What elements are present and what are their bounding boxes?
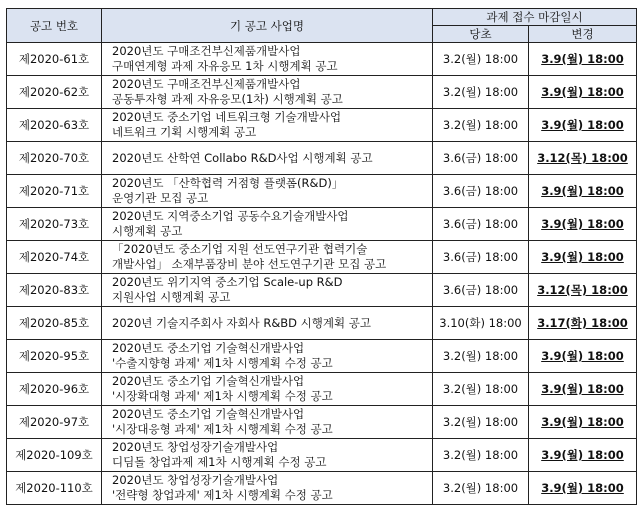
original-deadline-cell: 3.10(화) 18:00	[433, 307, 529, 340]
program-name-line: 2020년도 중소기업 기술혁신개발사업	[112, 374, 305, 388]
changed-deadline-text: 3.12(목) 18:00	[537, 283, 628, 297]
program-name-line: 2020년도 중소기업 기술혁신개발사업	[112, 407, 305, 421]
table-row	[7, 175, 637, 208]
original-deadline-cell: 3.2(월) 18:00	[433, 76, 529, 109]
table-row	[7, 241, 637, 274]
announcement-number-cell: 제2020-97호	[7, 406, 102, 439]
changed-deadline-text: 3.9(월) 18:00	[541, 415, 624, 429]
program-name-line: '전략형 창업과제' 제1차 시행계획 수정 공고	[112, 488, 333, 502]
program-name-cell	[102, 76, 433, 109]
program-name-line: '수출지향형 과제' 제1차 시행계획 수정 공고	[112, 356, 333, 370]
announcement-number-cell: 제2020-73호	[7, 208, 102, 241]
header-announcement-number: 공고 번호	[7, 9, 102, 43]
changed-deadline-text: 3.12(목) 18:00	[537, 151, 628, 165]
program-name-line: 2020년도 산학연 Collabo R&D사업 시행계획 공고	[112, 150, 373, 165]
announcement-number-cell: 제2020-74호	[7, 241, 102, 274]
changed-deadline-text: 3.9(월) 18:00	[541, 349, 624, 363]
announcement-number-cell: 제2020-63호	[7, 109, 102, 142]
original-deadline-cell: 3.2(월) 18:00	[433, 472, 529, 505]
program-name-line: 2020년도 「산학협력 거점형 플랫폼(R&D)」	[112, 176, 344, 190]
program-name-line: 지원사업 시행계획 공고	[112, 290, 231, 304]
original-deadline-cell: 3.2(월) 18:00	[433, 373, 529, 406]
announcement-number-cell: 제2020-110호	[7, 472, 102, 505]
program-name-line: '시장확대형 과제' 제1차 시행계획 수정 공고	[112, 389, 333, 403]
program-name-cell	[102, 472, 433, 505]
announcement-number-cell: 제2020-70호	[7, 142, 102, 175]
program-name-cell	[102, 274, 433, 307]
original-deadline-cell: 3.6(금) 18:00	[433, 175, 529, 208]
changed-deadline-cell	[529, 142, 637, 175]
program-name-cell	[102, 373, 433, 406]
changed-deadline-cell	[529, 373, 637, 406]
program-name-cell	[102, 208, 433, 241]
original-deadline-cell: 3.2(월) 18:00	[433, 340, 529, 373]
original-deadline-cell: 3.6(금) 18:00	[433, 274, 529, 307]
announcement-number-cell: 제2020-85호	[7, 307, 102, 340]
changed-deadline-cell	[529, 43, 637, 76]
program-name-line: 개발사업」 소재부품장비 분야 선도연구기관 모집 공고	[112, 257, 387, 271]
table-row	[7, 340, 637, 373]
changed-deadline-cell	[529, 406, 637, 439]
program-name-cell	[102, 175, 433, 208]
announcement-number-cell: 제2020-95호	[7, 340, 102, 373]
changed-deadline-cell	[529, 307, 637, 340]
table-row	[7, 373, 637, 406]
header-original-deadline: 당초	[433, 26, 529, 43]
changed-deadline-cell	[529, 439, 637, 472]
original-deadline-cell: 3.6(금) 18:00	[433, 208, 529, 241]
changed-deadline-cell	[529, 175, 637, 208]
table-row	[7, 76, 637, 109]
original-deadline-cell: 3.2(월) 18:00	[433, 406, 529, 439]
header-deadline-group: 과제 접수 마감일시	[433, 9, 637, 26]
program-name-cell	[102, 142, 433, 175]
program-name-line: 디딤돌 창업과제 제1차 시행계획 수정 공고	[112, 455, 327, 469]
program-name-line: 「2020년도 중소기업 지원 선도연구기관 협력기술	[112, 242, 368, 256]
table-row	[7, 472, 637, 505]
announcement-number-cell: 제2020-96호	[7, 373, 102, 406]
program-name-line: 2020년도 중소기업 기술혁신개발사업	[112, 341, 305, 355]
changed-deadline-cell	[529, 340, 637, 373]
changed-deadline-text: 3.9(월) 18:00	[541, 448, 624, 462]
changed-deadline-cell	[529, 109, 637, 142]
changed-deadline-cell	[529, 76, 637, 109]
changed-deadline-text: 3.9(월) 18:00	[541, 52, 624, 66]
header-changed-deadline: 변경	[529, 26, 637, 43]
changed-deadline-text: 3.9(월) 18:00	[541, 382, 624, 396]
program-name-cell	[102, 439, 433, 472]
program-name-line: '시장대응형 과제' 제1차 시행계획 수정 공고	[112, 422, 333, 436]
changed-deadline-text: 3.9(월) 18:00	[541, 481, 624, 495]
announcement-number-cell: 제2020-62호	[7, 76, 102, 109]
program-name-line: 시행계획 공고	[112, 224, 183, 238]
announcement-number-cell: 제2020-71호	[7, 175, 102, 208]
program-name-cell	[102, 340, 433, 373]
program-name-line: 2020년도 지역중소기업 공동수요기술개발사업	[112, 209, 349, 223]
changed-deadline-text: 3.9(월) 18:00	[541, 250, 624, 264]
program-name-cell	[102, 109, 433, 142]
program-name-line: 2020년도 구매조건부신제품개발사업	[112, 77, 301, 91]
changed-deadline-text: 3.9(월) 18:00	[541, 118, 624, 132]
table-row	[7, 43, 637, 76]
program-name-cell	[102, 241, 433, 274]
changed-deadline-text: 3.9(월) 18:00	[541, 85, 624, 99]
program-name-cell	[102, 307, 433, 340]
changed-deadline-cell	[529, 472, 637, 505]
table-row	[7, 307, 637, 340]
changed-deadline-text: 3.9(월) 18:00	[541, 184, 624, 198]
program-name-line: 2020년도 위기지역 중소기업 Scale-up R&D	[112, 275, 343, 289]
program-name-line: 네트워크 기획 시행계획 공고	[112, 125, 257, 139]
table-row	[7, 208, 637, 241]
original-deadline-cell: 3.2(월) 18:00	[433, 43, 529, 76]
program-name-line: 2020년 기술지주회사 자회사 R&BD 시행계획 공고	[112, 315, 371, 330]
table-row	[7, 406, 637, 439]
table-row	[7, 274, 637, 307]
program-name-line: 운영기관 모집 공고	[112, 191, 209, 205]
program-name-line: 공동투자형 과제 자유응모(1차) 시행계획 공고	[112, 92, 343, 106]
program-name-line: 2020년도 중소기업 네트워크형 기술개발사업	[112, 110, 342, 124]
changed-deadline-cell	[529, 241, 637, 274]
announcement-number-cell: 제2020-109호	[7, 439, 102, 472]
original-deadline-cell: 3.2(월) 18:00	[433, 439, 529, 472]
changed-deadline-cell	[529, 208, 637, 241]
program-name-line: 2020년도 창업성장기술개발사업	[112, 473, 279, 487]
changed-deadline-cell	[529, 274, 637, 307]
original-deadline-cell: 3.6(금) 18:00	[433, 241, 529, 274]
deadline-change-table	[6, 8, 637, 505]
table-row	[7, 142, 637, 175]
program-name-cell	[102, 406, 433, 439]
program-name-line: 2020년도 창업성장기술개발사업	[112, 440, 279, 454]
header-program-name: 기 공고 사업명	[102, 9, 433, 43]
table-row	[7, 439, 637, 472]
changed-deadline-text: 3.17(화) 18:00	[537, 316, 628, 330]
announcement-number-cell: 제2020-61호	[7, 43, 102, 76]
deadline-change-table-container	[6, 8, 637, 505]
program-name-line: 2020년도 구매조건부신제품개발사업	[112, 44, 301, 58]
program-name-line: 구매연계형 과제 자유응모 1차 시행계획 공고	[112, 59, 338, 73]
original-deadline-cell: 3.2(월) 18:00	[433, 109, 529, 142]
table-row	[7, 109, 637, 142]
original-deadline-cell: 3.6(금) 18:00	[433, 142, 529, 175]
program-name-cell	[102, 43, 433, 76]
announcement-number-cell: 제2020-83호	[7, 274, 102, 307]
changed-deadline-text: 3.9(월) 18:00	[541, 217, 624, 231]
